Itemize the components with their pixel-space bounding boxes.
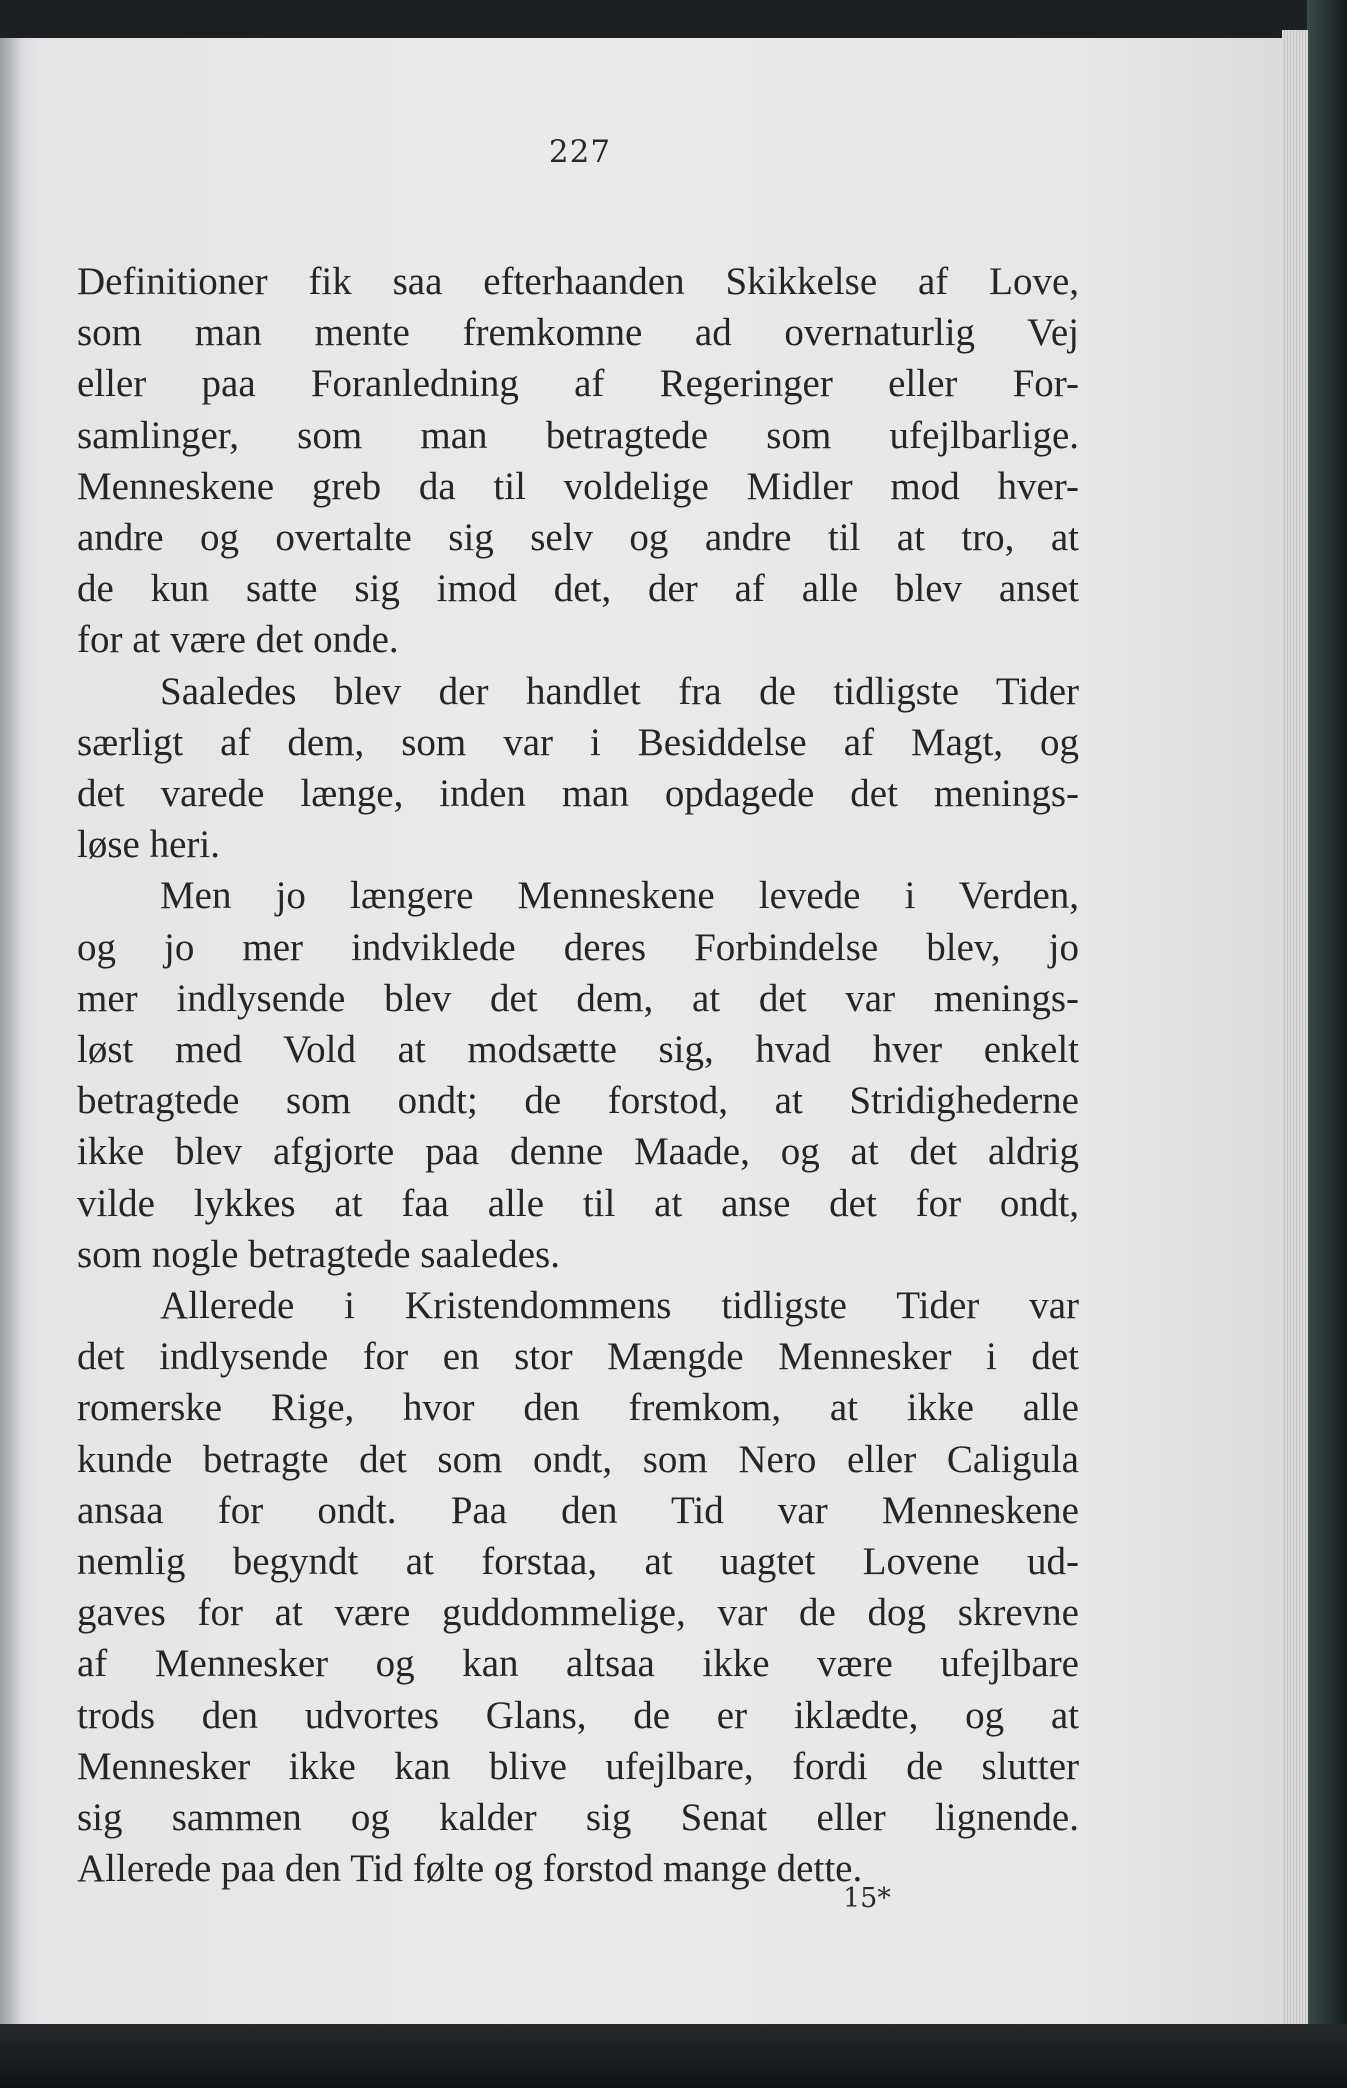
text-line: løse heri. [77, 823, 220, 867]
text-line: af Mennesker og kan altsaa ikke være ufejlbare [77, 1642, 1079, 1686]
body-text [77, 256, 1079, 1895]
text-line: løst med Vold at modsætte sig, hvad hver enkelt [77, 1028, 1079, 1072]
book-cover-edge [1307, 0, 1347, 2088]
paragraph-1 [77, 256, 1079, 666]
text-line: kunde betragte det som ondt, som Nero eller Caligula [77, 1437, 1079, 1481]
page-number: 227 [548, 134, 612, 170]
text-line: nemlig begyndt at forstaa, at uagtet Lovene ud- [77, 1540, 1079, 1584]
paragraph-3 [77, 870, 1079, 1280]
text-line: og jo mer indviklede deres Forbindelse blev, jo [77, 925, 1079, 969]
text-line: samlinger, som man betragtede som ufejlbarlige. [77, 413, 1079, 457]
text-line: for at være det onde. [77, 618, 399, 662]
text-line: andre og overtalte sig selv og andre til at tro, at [77, 516, 1079, 560]
text-line: særligt af dem, som var i Besiddelse af Magt, og [77, 720, 1079, 764]
text-line: vilde lykkes at faa alle til at anse det for ondt, [77, 1181, 1079, 1225]
text-line: mer indlysende blev det dem, at det var menings- [77, 976, 1079, 1020]
text-line: det indlysende for en stor Mængde Mennesker i det [77, 1335, 1079, 1379]
text-line: Definitioner fik saa efterhaanden Skikkelse af Love, [77, 260, 1079, 303]
text-line: trods den udvortes Glans, de er iklædte, og at [77, 1693, 1079, 1737]
text-line: de kun satte sig imod det, der af alle blev anset [77, 567, 1079, 611]
text-line: Men jo længere Menneskene levede i Verden, [160, 874, 1079, 918]
text-line: Mennesker ikke kan blive ufejlbare, fordi de slutter [77, 1744, 1079, 1788]
paragraph-4 [77, 1280, 1079, 1894]
gutter-shadow [0, 38, 22, 2028]
text-line: eller paa Foranledning af Regeringer eller For- [77, 362, 1079, 406]
text-line: det varede længe, inden man opdagede det menings- [77, 772, 1079, 816]
text-line: sig sammen og kalder sig Senat eller lignende. [77, 1796, 1079, 1840]
text-line: Allerede i Kristendommens tidligste Tider var [160, 1284, 1079, 1328]
text-line: gaves for at være guddommelige, var de dog skrevne [77, 1591, 1079, 1635]
text-line: betragtede som ondt; de forstod, at Stridighederne [77, 1079, 1079, 1123]
scan-bottom-band [0, 2024, 1347, 2088]
paragraph-2 [77, 666, 1079, 871]
text-line: Menneskene greb da til voldelige Midler mod hver- [77, 464, 1079, 508]
text-line: romerske Rige, hvor den fremkom, at ikke alle [77, 1386, 1079, 1430]
text-line: Allerede paa den Tid følte og forstod mange dette. [77, 1847, 863, 1891]
text-line: som man mente fremkomne ad overnaturlig Vej [77, 311, 1079, 355]
text-line: Saaledes blev der handlet fra de tidligste Tider [160, 669, 1079, 713]
book-page [0, 38, 1282, 2028]
text-line: som nogle betragtede saaledes. [77, 1232, 560, 1276]
signature-mark: 15* [843, 1883, 891, 1914]
text-line: ikke blev afgjorte paa denne Maade, og at det aldrig [77, 1130, 1079, 1174]
text-line: ansaa for ondt. Paa den Tid var Menneskene [77, 1488, 1079, 1532]
page-edges [1282, 30, 1308, 2035]
